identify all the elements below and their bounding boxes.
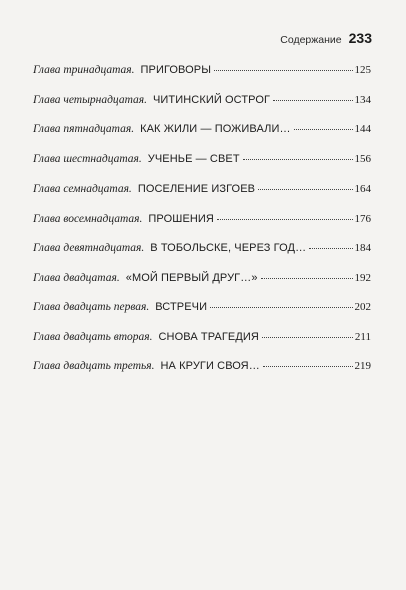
toc-entry [33, 94, 371, 110]
chapter-label: Глава девятнадцатая. [33, 242, 145, 254]
dot-leader [261, 277, 353, 279]
chapter-label: Глава семнадцатая. [33, 183, 132, 195]
chapter-title: КАК ЖИЛИ — ПОЖИВАЛИ… [140, 123, 291, 135]
chapter-label: Глава пятнадцатая. [33, 123, 135, 135]
toc-entry [33, 123, 371, 139]
dot-leader [263, 365, 353, 367]
dot-leader [294, 128, 353, 130]
toc-entry [33, 64, 371, 80]
dot-leader [262, 336, 353, 338]
chapter-label: Глава двадцать первая. [33, 301, 150, 313]
dot-leader [214, 69, 352, 71]
entry-page-number: 202 [354, 301, 371, 313]
chapter-label: Глава четырнадцатая. [33, 94, 147, 106]
entry-page-number: 144 [354, 123, 371, 135]
toc-entry [33, 272, 371, 288]
chapter-title: НА КРУГИ СВОЯ… [160, 360, 260, 372]
chapter-title: ПРОШЕНИЯ [148, 213, 214, 225]
dot-leader [210, 306, 352, 308]
entry-page-number: 176 [354, 213, 371, 225]
entry-page-number: 211 [354, 331, 371, 343]
entry-page-number: 192 [354, 272, 371, 284]
toc-entry [33, 242, 371, 258]
chapter-title: ПРИГОВОРЫ [140, 64, 212, 76]
entry-page-number: 134 [354, 94, 371, 106]
toc-entry [33, 213, 371, 229]
dot-leader [309, 247, 352, 249]
chapter-label: Глава двадцатая. [33, 272, 120, 284]
chapter-label: Глава двадцать вторая. [33, 331, 153, 343]
chapter-title: ЧИТИНСКИЙ ОСТРОГ [152, 94, 271, 106]
chapter-label: Глава шестнадцатая. [33, 153, 142, 165]
running-head-section: Содержание [280, 34, 342, 46]
dot-leader [273, 99, 352, 101]
dot-leader [243, 158, 353, 160]
toc-entry [33, 360, 371, 376]
chapter-label: Глава двадцать третья. [33, 360, 155, 372]
chapter-title: ПОСЕЛЕНИЕ ИЗГОЕВ [137, 183, 256, 195]
entry-page-number: 184 [354, 242, 371, 254]
running-head [280, 30, 372, 46]
toc-entry [33, 153, 371, 169]
chapter-title: УЧЕНЬЕ — СВЕТ [147, 153, 240, 165]
page-number: 233 [348, 30, 372, 46]
dot-leader [258, 188, 352, 190]
entry-page-number: 156 [354, 153, 371, 165]
entry-page-number: 125 [354, 64, 371, 76]
toc-entry [33, 183, 371, 199]
chapter-label: Глава восемнадцатая. [33, 213, 143, 225]
entry-page-number: 164 [354, 183, 371, 195]
chapter-title: СНОВА ТРАГЕДИЯ [158, 331, 259, 343]
entry-page-number: 219 [354, 360, 371, 372]
chapter-title: В ТОБОЛЬСКЕ, ЧЕРЕЗ ГОД… [150, 242, 307, 254]
toc-entry [33, 301, 371, 317]
chapter-title: «МОЙ ПЕРВЫЙ ДРУГ…» [125, 272, 258, 284]
dot-leader [217, 218, 353, 220]
chapter-label: Глава тринадцатая. [33, 64, 135, 76]
chapter-title: ВСТРЕЧИ [155, 301, 208, 313]
toc-entry [33, 331, 371, 347]
